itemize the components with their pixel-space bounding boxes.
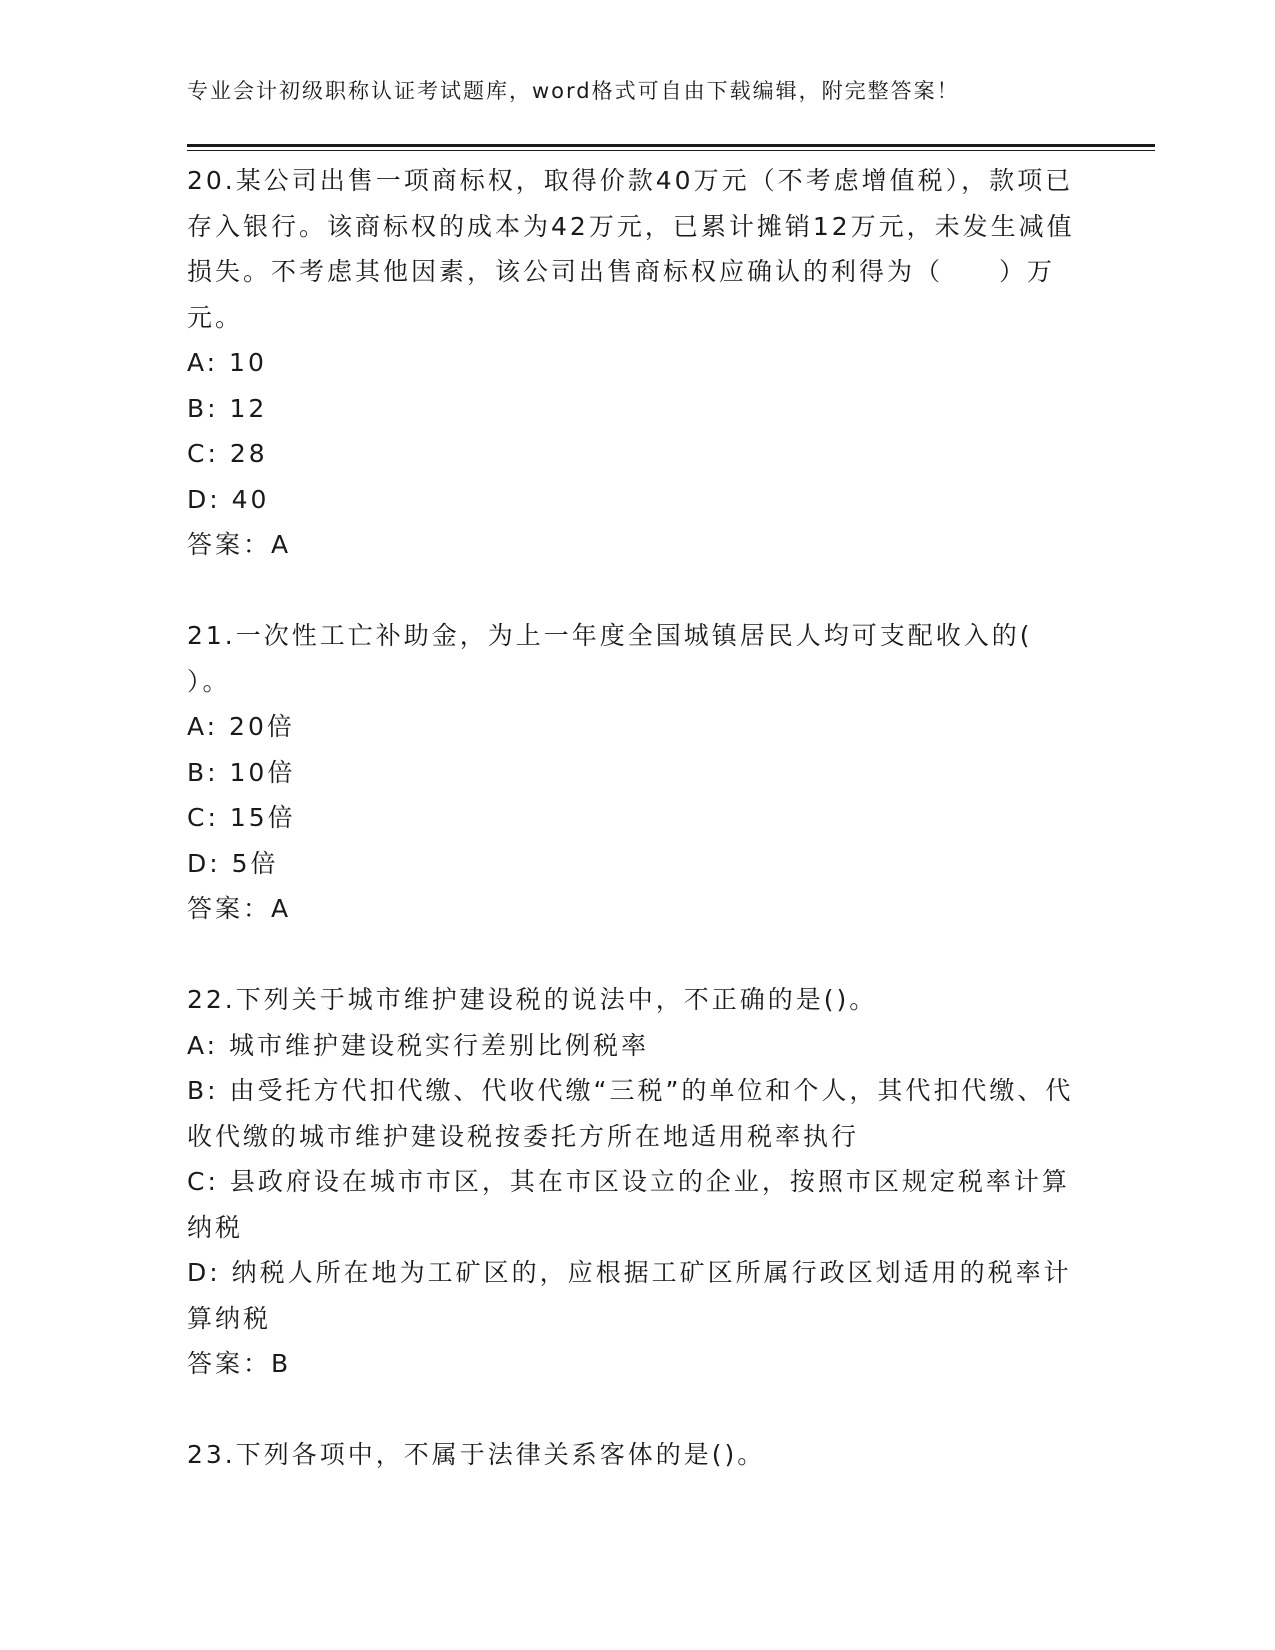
option-d: D: 纳税人所在地为工矿区的，应根据工矿区所属行政区划适用的税率计算纳税 [187, 1258, 1072, 1333]
option-b: B: 10倍 [187, 757, 296, 787]
question-spacer [187, 1387, 1077, 1433]
question-22 [187, 977, 1077, 1387]
option-a: A: 10 [187, 348, 267, 377]
question-21 [187, 613, 1089, 932]
question-stem: 23.下列各项中，不属于法律关系客体的是()。 [187, 1440, 766, 1469]
option-b: B: 由受托方代扣代缴、代收代缴“三税”的单位和个人，其代扣代缴、代收代缴的城市维护建设税按委托方所在地适用税率执行 [187, 1076, 1074, 1151]
question-stem: 22.下列关于城市维护建设税的说法中，不正确的是()。 [187, 985, 878, 1014]
answer-line: 答案：A [187, 894, 292, 923]
header-rule-thin [187, 150, 1155, 151]
question-list [187, 158, 1089, 1478]
option-a: A: 城市维护建设税实行差别比例税率 [187, 1030, 650, 1060]
option-d: D: 5倍 [187, 848, 279, 878]
option-c: C: 15倍 [187, 803, 296, 832]
question-spacer [187, 568, 1077, 614]
question-23 [187, 1432, 1077, 1478]
answer-line: 答案：A [187, 530, 292, 559]
option-b: B: 12 [187, 393, 268, 423]
option-d: D: 40 [187, 484, 270, 514]
question-20 [187, 158, 1077, 568]
option-c: C: 县政府设在城市市区，其在市区设立的企业，按照市区规定税率计算纳税 [187, 1167, 1070, 1242]
question-spacer [187, 932, 1077, 978]
option-a: A: 20倍 [187, 712, 295, 741]
header-rule-thick [187, 144, 1155, 147]
question-stem: 21.一次性工亡补助金，为上一年度全国城镇居民人均可支配收入的( ）。 [187, 621, 1089, 696]
question-stem: 20.某公司出售一项商标权，取得价款40万元（不考虑增值税），款项已存入银行。该商标权的成本为42万元，已累计摊销12万元，未发生减值损失。不考虑其他因素，该公司出售商标权应确认的利得为（ ）万元。 [187, 166, 1075, 332]
option-c: C: 28 [187, 439, 268, 468]
answer-line: 答案：B [187, 1349, 292, 1378]
page-header: 专业会计初级职称认证考试题库，word格式可自由下载编辑，附完整答案！ [187, 79, 960, 103]
